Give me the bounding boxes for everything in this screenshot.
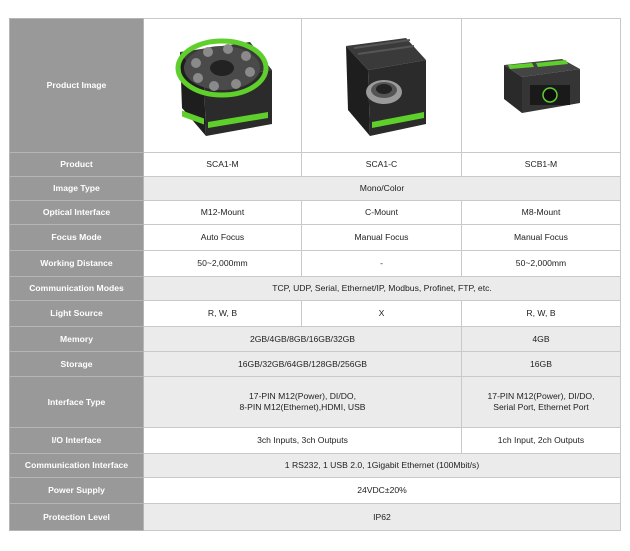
product-name-sca1-m: SCA1-M: [144, 153, 302, 177]
row-optical-interface: [10, 201, 621, 225]
product-image-sca1-c: [302, 19, 462, 153]
sca1-m-camera-icon: [164, 30, 282, 142]
row-communication-modes: [10, 277, 621, 301]
label-image-type: Image Type: [10, 177, 144, 201]
label-storage: Storage: [10, 352, 144, 377]
row-communication-interface: [10, 454, 621, 478]
distance-sca1-m: 50~2,000mm: [144, 251, 302, 277]
row-image-type: [10, 177, 621, 201]
row-light-source: [10, 301, 621, 327]
focus-sca1-m: Auto Focus: [144, 225, 302, 251]
label-product-image: Product Image: [10, 19, 144, 153]
communication-interface-value: 1 RS232, 1 USB 2.0, 1Gigabit Ethernet (100Mbit/s): [144, 454, 621, 478]
focus-scb1-m: Manual Focus: [462, 225, 621, 251]
interface-type-scb: 17-PIN M12(Power), DI/DO, Serial Port, Ethernet Port: [462, 377, 621, 428]
memory-scb: 4GB: [462, 327, 621, 352]
storage-sca: 16GB/32GB/64GB/128GB/256GB: [144, 352, 462, 377]
light-sca1-m: R, W, B: [144, 301, 302, 327]
distance-scb1-m: 50~2,000mm: [462, 251, 621, 277]
row-io-interface: [10, 428, 621, 454]
image-type-value: Mono/Color: [144, 177, 621, 201]
optical-sca1-c: C-Mount: [302, 201, 462, 225]
row-memory: [10, 327, 621, 352]
scb1-m-camera-icon: [496, 51, 586, 121]
interface-type-sca: 17-PIN M12(Power), DI/DO, 8-PIN M12(Ethernet),HDMI, USB: [144, 377, 462, 428]
product-name-sca1-c: SCA1-C: [302, 153, 462, 177]
label-focus-mode: Focus Mode: [10, 225, 144, 251]
label-working-distance: Working Distance: [10, 251, 144, 277]
label-protection-level: Protection Level: [10, 504, 144, 531]
protection-level-value: IP62: [144, 504, 621, 531]
io-interface-scb: 1ch Input, 2ch Outputs: [462, 428, 621, 454]
sca1-c-camera-icon: [332, 30, 432, 142]
focus-sca1-c: Manual Focus: [302, 225, 462, 251]
label-communication-modes: Communication Modes: [10, 277, 144, 301]
row-working-distance: [10, 251, 621, 277]
label-memory: Memory: [10, 327, 144, 352]
product-image-scb1-m: [462, 19, 621, 153]
label-power-supply: Power Supply: [10, 478, 144, 504]
product-name-scb1-m: SCB1-M: [462, 153, 621, 177]
power-supply-value: 24VDC±20%: [144, 478, 621, 504]
product-image-sca1-m: [144, 19, 302, 153]
optical-scb1-m: M8-Mount: [462, 201, 621, 225]
label-communication-interface: Communication Interface: [10, 454, 144, 478]
storage-scb: 16GB: [462, 352, 621, 377]
row-product-image: [10, 19, 621, 153]
light-sca1-c: X: [302, 301, 462, 327]
row-product: [10, 153, 621, 177]
row-protection-level: [10, 504, 621, 531]
label-light-source: Light Source: [10, 301, 144, 327]
row-storage: [10, 352, 621, 377]
spec-table: [9, 18, 621, 531]
row-interface-type: [10, 377, 621, 428]
label-io-interface: I/O Interface: [10, 428, 144, 454]
label-interface-type: Interface Type: [10, 377, 144, 428]
light-scb1-m: R, W, B: [462, 301, 621, 327]
communication-modes-value: TCP, UDP, Serial, Ethernet/IP, Modbus, Profinet, FTP, etc.: [144, 277, 621, 301]
memory-sca: 2GB/4GB/8GB/16GB/32GB: [144, 327, 462, 352]
distance-sca1-c: -: [302, 251, 462, 277]
optical-sca1-m: M12-Mount: [144, 201, 302, 225]
io-interface-sca: 3ch Inputs, 3ch Outputs: [144, 428, 462, 454]
row-focus-mode: [10, 225, 621, 251]
row-power-supply: [10, 478, 621, 504]
label-product: Product: [10, 153, 144, 177]
label-optical-interface: Optical Interface: [10, 201, 144, 225]
